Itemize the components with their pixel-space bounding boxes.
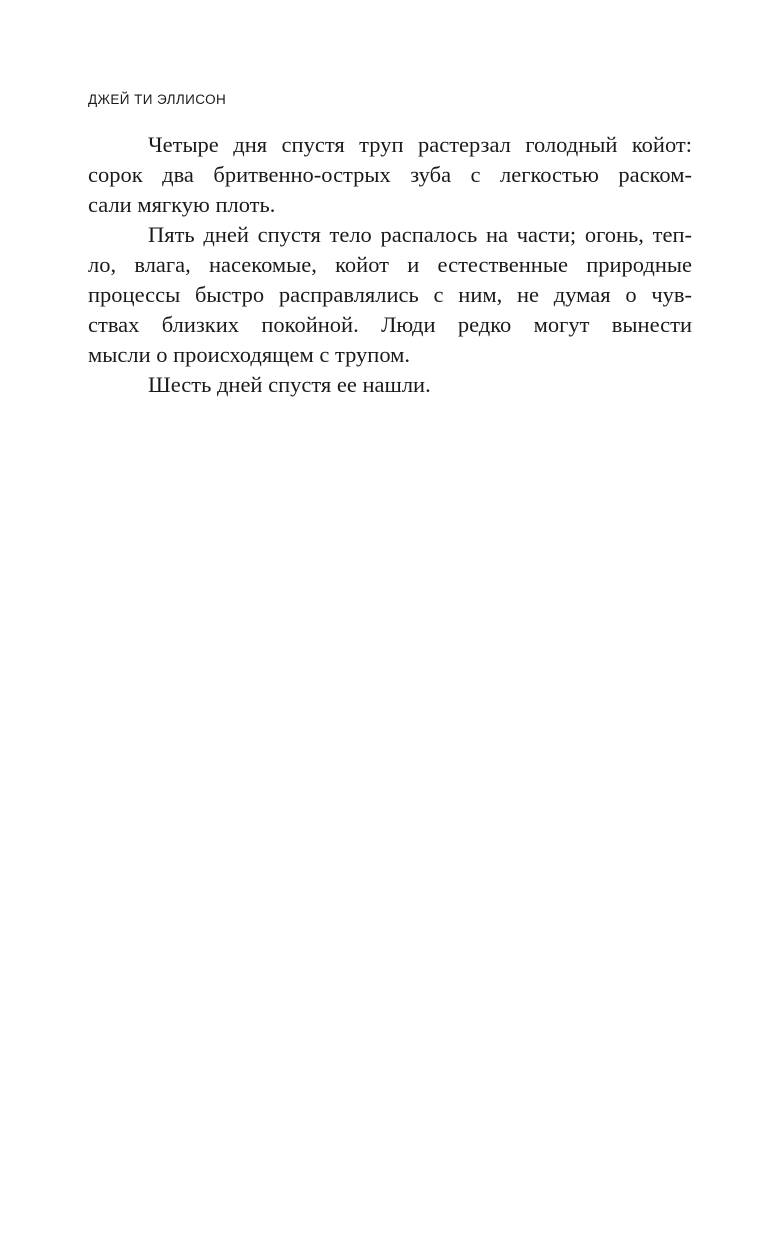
- text-line: сорок два бритвенно-острых зуба с легкостью раском-: [88, 162, 692, 187]
- text-line: Шесть дней спустя ее нашли.: [148, 372, 431, 397]
- text-line: Пять дней спустя тело распалось на части; огонь, теп-: [148, 222, 692, 247]
- text-line: процессы быстро расправлялись с ним, не думая о чув-: [88, 282, 692, 307]
- paragraph-2: [88, 220, 692, 370]
- text-line: мысли о происходящем с трупом.: [88, 342, 410, 367]
- running-head: ДЖЕЙ ТИ ЭЛЛИСОН: [88, 92, 227, 107]
- text-line: ствах близких покойной. Люди редко могут вынести: [88, 312, 692, 337]
- paragraph-1: [88, 130, 692, 220]
- body-text: [88, 130, 692, 400]
- paragraph-3: [88, 370, 692, 400]
- text-line: Четыре дня спустя труп растерзал голодный койот:: [148, 132, 692, 157]
- text-line: сали мягкую плоть.: [88, 192, 276, 217]
- text-line: ло, влага, насекомые, койот и естественные природные: [88, 252, 692, 277]
